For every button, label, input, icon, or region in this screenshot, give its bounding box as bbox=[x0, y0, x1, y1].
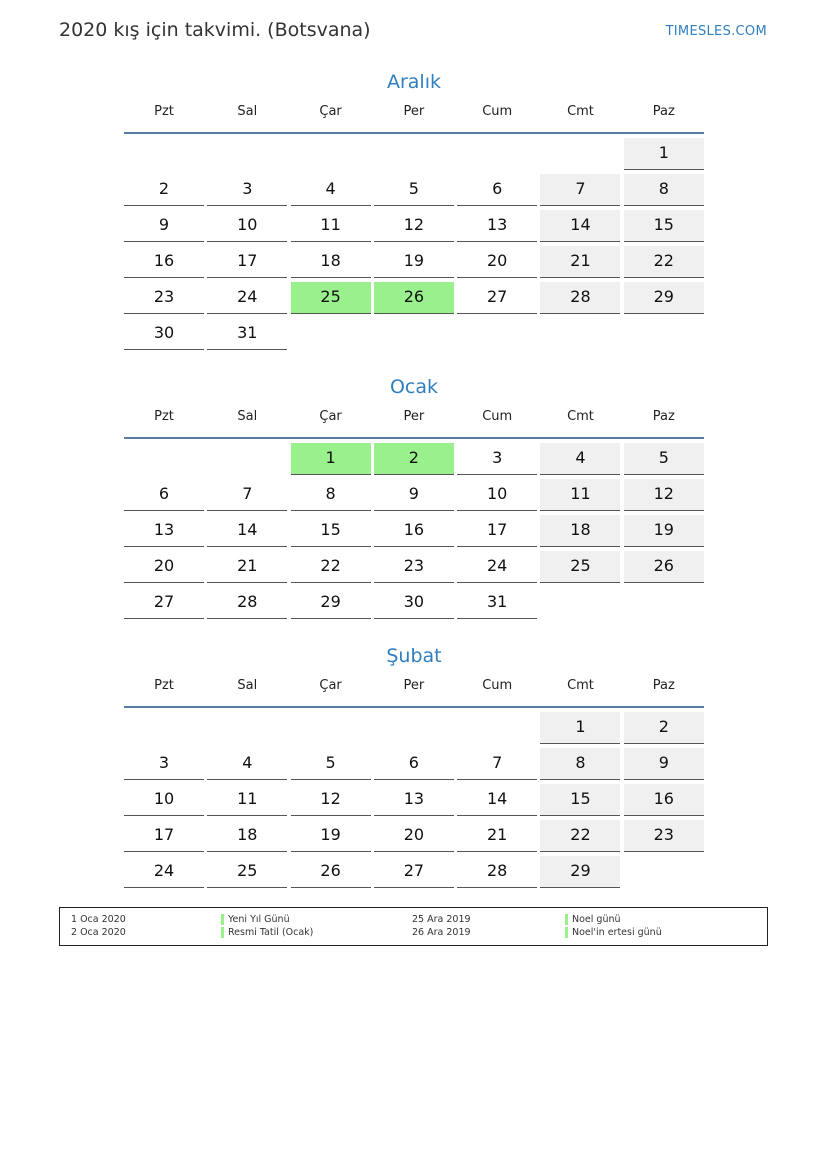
day-cell: 11 bbox=[540, 479, 620, 511]
day-cell: 6 bbox=[124, 479, 204, 511]
day-cell: 17 bbox=[207, 246, 287, 278]
legend-row bbox=[60, 926, 767, 939]
weekday-label: Per bbox=[403, 409, 425, 424]
day-cell: 8 bbox=[540, 748, 620, 780]
legend-holiday-name: Yeni Yıl Günü bbox=[228, 914, 290, 925]
day-cell: 31 bbox=[207, 318, 287, 350]
weekday-label: Pzt bbox=[154, 409, 174, 424]
empty-cell bbox=[124, 138, 204, 170]
weekday-label: Çar bbox=[319, 409, 342, 424]
day-cell: 4 bbox=[291, 174, 371, 206]
day-cell: 3 bbox=[207, 174, 287, 206]
month-calendar bbox=[124, 642, 704, 888]
weekday-header bbox=[124, 674, 704, 708]
day-cell: 10 bbox=[124, 784, 204, 816]
day-cell: 16 bbox=[624, 784, 704, 816]
day-cell: 16 bbox=[374, 515, 454, 547]
day-cell: 2 bbox=[124, 174, 204, 206]
day-cell: 5 bbox=[374, 174, 454, 206]
day-cell: 22 bbox=[291, 551, 371, 583]
weekday-label: Çar bbox=[319, 678, 342, 693]
day-cell: 18 bbox=[291, 246, 371, 278]
weekday-label: Per bbox=[403, 678, 425, 693]
day-cell: 12 bbox=[374, 210, 454, 242]
day-cell: 13 bbox=[457, 210, 537, 242]
empty-cell bbox=[291, 138, 371, 170]
day-cell: 13 bbox=[374, 784, 454, 816]
month-name: Aralık bbox=[386, 71, 441, 93]
day-cell: 15 bbox=[540, 784, 620, 816]
day-cell: 18 bbox=[207, 820, 287, 852]
weekday-label: Cmt bbox=[567, 409, 594, 424]
day-cell: 6 bbox=[374, 748, 454, 780]
weekday-label: Paz bbox=[652, 104, 675, 119]
legend-row bbox=[60, 913, 767, 926]
day-cell: 24 bbox=[207, 282, 287, 314]
day-cell: 1 bbox=[540, 712, 620, 744]
day-cell: 30 bbox=[374, 587, 454, 619]
weekday-label: Paz bbox=[652, 409, 675, 424]
month-name: Şubat bbox=[386, 645, 442, 667]
day-cell: 19 bbox=[624, 515, 704, 547]
day-grid bbox=[124, 138, 704, 350]
legend-holiday-name: Noel'in ertesi günü bbox=[572, 927, 662, 938]
weekday-label: Sal bbox=[237, 104, 258, 119]
legend-holiday-name: Resmi Tatil (Ocak) bbox=[228, 927, 314, 938]
day-cell: 20 bbox=[124, 551, 204, 583]
day-cell: 21 bbox=[540, 246, 620, 278]
day-cell: 9 bbox=[624, 748, 704, 780]
weekday-label: Per bbox=[403, 104, 425, 119]
day-cell: 5 bbox=[291, 748, 371, 780]
day-cell: 15 bbox=[291, 515, 371, 547]
month-name: Ocak bbox=[389, 376, 439, 398]
day-grid bbox=[124, 443, 704, 619]
day-cell: 31 bbox=[457, 587, 537, 619]
day-cell: 24 bbox=[124, 856, 204, 888]
day-cell: 17 bbox=[124, 820, 204, 852]
holiday-color-marker bbox=[565, 914, 568, 925]
weekday-label: Sal bbox=[237, 678, 258, 693]
day-cell: 26 bbox=[291, 856, 371, 888]
day-cell: 4 bbox=[207, 748, 287, 780]
weekday-label: Cum bbox=[482, 678, 513, 693]
month-calendar bbox=[124, 68, 704, 350]
weekday-header bbox=[124, 405, 704, 439]
weekday-label: Cum bbox=[482, 104, 513, 119]
day-cell: 30 bbox=[124, 318, 204, 350]
holiday-color-marker bbox=[221, 927, 224, 938]
holiday-day-cell: 25 bbox=[291, 282, 371, 314]
day-cell: 1 bbox=[624, 138, 704, 170]
day-cell: 9 bbox=[374, 479, 454, 511]
day-cell: 10 bbox=[457, 479, 537, 511]
month-calendar bbox=[124, 373, 704, 619]
holiday-legend bbox=[59, 907, 768, 946]
empty-cell bbox=[457, 138, 537, 170]
legend-date: 1 Oca 2020 bbox=[71, 914, 126, 925]
day-cell: 4 bbox=[540, 443, 620, 475]
day-cell: 20 bbox=[457, 246, 537, 278]
day-cell: 21 bbox=[207, 551, 287, 583]
day-cell: 7 bbox=[540, 174, 620, 206]
empty-cell bbox=[207, 138, 287, 170]
day-cell: 13 bbox=[124, 515, 204, 547]
weekday-label: Cum bbox=[482, 409, 513, 424]
day-cell: 12 bbox=[624, 479, 704, 511]
day-cell: 28 bbox=[540, 282, 620, 314]
legend-holiday-name: Noel günü bbox=[572, 914, 621, 925]
empty-cell bbox=[207, 443, 287, 475]
page-title: 2020 kış için takvimi. (Botsvana) bbox=[59, 19, 371, 41]
holiday-color-marker bbox=[221, 914, 224, 925]
day-cell: 22 bbox=[624, 246, 704, 278]
day-cell: 11 bbox=[207, 784, 287, 816]
day-cell: 19 bbox=[291, 820, 371, 852]
empty-cell bbox=[207, 712, 287, 744]
day-cell: 14 bbox=[540, 210, 620, 242]
day-cell: 18 bbox=[540, 515, 620, 547]
weekday-label: Sal bbox=[237, 409, 258, 424]
day-cell: 29 bbox=[624, 282, 704, 314]
weekday-label: Pzt bbox=[154, 104, 174, 119]
holiday-color-marker bbox=[565, 927, 568, 938]
weekday-label: Paz bbox=[652, 678, 675, 693]
day-cell: 25 bbox=[207, 856, 287, 888]
day-cell: 11 bbox=[291, 210, 371, 242]
day-cell: 28 bbox=[207, 587, 287, 619]
weekday-header bbox=[124, 100, 704, 134]
day-cell: 15 bbox=[624, 210, 704, 242]
day-cell: 22 bbox=[540, 820, 620, 852]
day-cell: 12 bbox=[291, 784, 371, 816]
day-cell: 2 bbox=[624, 712, 704, 744]
empty-cell bbox=[124, 443, 204, 475]
day-cell: 21 bbox=[457, 820, 537, 852]
day-cell: 7 bbox=[457, 748, 537, 780]
day-cell: 7 bbox=[207, 479, 287, 511]
day-grid bbox=[124, 712, 704, 888]
weekday-label: Cmt bbox=[567, 678, 594, 693]
holiday-day-cell: 2 bbox=[374, 443, 454, 475]
day-cell: 25 bbox=[540, 551, 620, 583]
day-cell: 27 bbox=[374, 856, 454, 888]
day-cell: 20 bbox=[374, 820, 454, 852]
empty-cell bbox=[540, 138, 620, 170]
day-cell: 5 bbox=[624, 443, 704, 475]
weekday-label: Çar bbox=[319, 104, 342, 119]
legend-date: 25 Ara 2019 bbox=[412, 914, 471, 925]
weekday-label: Cmt bbox=[567, 104, 594, 119]
day-cell: 14 bbox=[457, 784, 537, 816]
day-cell: 14 bbox=[207, 515, 287, 547]
weekday-label: Pzt bbox=[154, 678, 174, 693]
day-cell: 29 bbox=[540, 856, 620, 888]
legend-date: 26 Ara 2019 bbox=[412, 927, 471, 938]
site-link[interactable]: TIMESLES.COM bbox=[665, 24, 767, 39]
day-cell: 3 bbox=[124, 748, 204, 780]
day-cell: 27 bbox=[457, 282, 537, 314]
holiday-day-cell: 1 bbox=[291, 443, 371, 475]
day-cell: 24 bbox=[457, 551, 537, 583]
empty-cell bbox=[457, 712, 537, 744]
day-cell: 9 bbox=[124, 210, 204, 242]
day-cell: 3 bbox=[457, 443, 537, 475]
empty-cell bbox=[374, 712, 454, 744]
day-cell: 10 bbox=[207, 210, 287, 242]
legend-date: 2 Oca 2020 bbox=[71, 927, 126, 938]
day-cell: 26 bbox=[624, 551, 704, 583]
day-cell: 17 bbox=[457, 515, 537, 547]
day-cell: 27 bbox=[124, 587, 204, 619]
day-cell: 19 bbox=[374, 246, 454, 278]
day-cell: 8 bbox=[291, 479, 371, 511]
day-cell: 23 bbox=[374, 551, 454, 583]
empty-cell bbox=[374, 138, 454, 170]
day-cell: 23 bbox=[124, 282, 204, 314]
day-cell: 16 bbox=[124, 246, 204, 278]
day-cell: 29 bbox=[291, 587, 371, 619]
day-cell: 28 bbox=[457, 856, 537, 888]
empty-cell bbox=[291, 712, 371, 744]
holiday-day-cell: 26 bbox=[374, 282, 454, 314]
empty-cell bbox=[124, 712, 204, 744]
day-cell: 6 bbox=[457, 174, 537, 206]
day-cell: 23 bbox=[624, 820, 704, 852]
day-cell: 8 bbox=[624, 174, 704, 206]
